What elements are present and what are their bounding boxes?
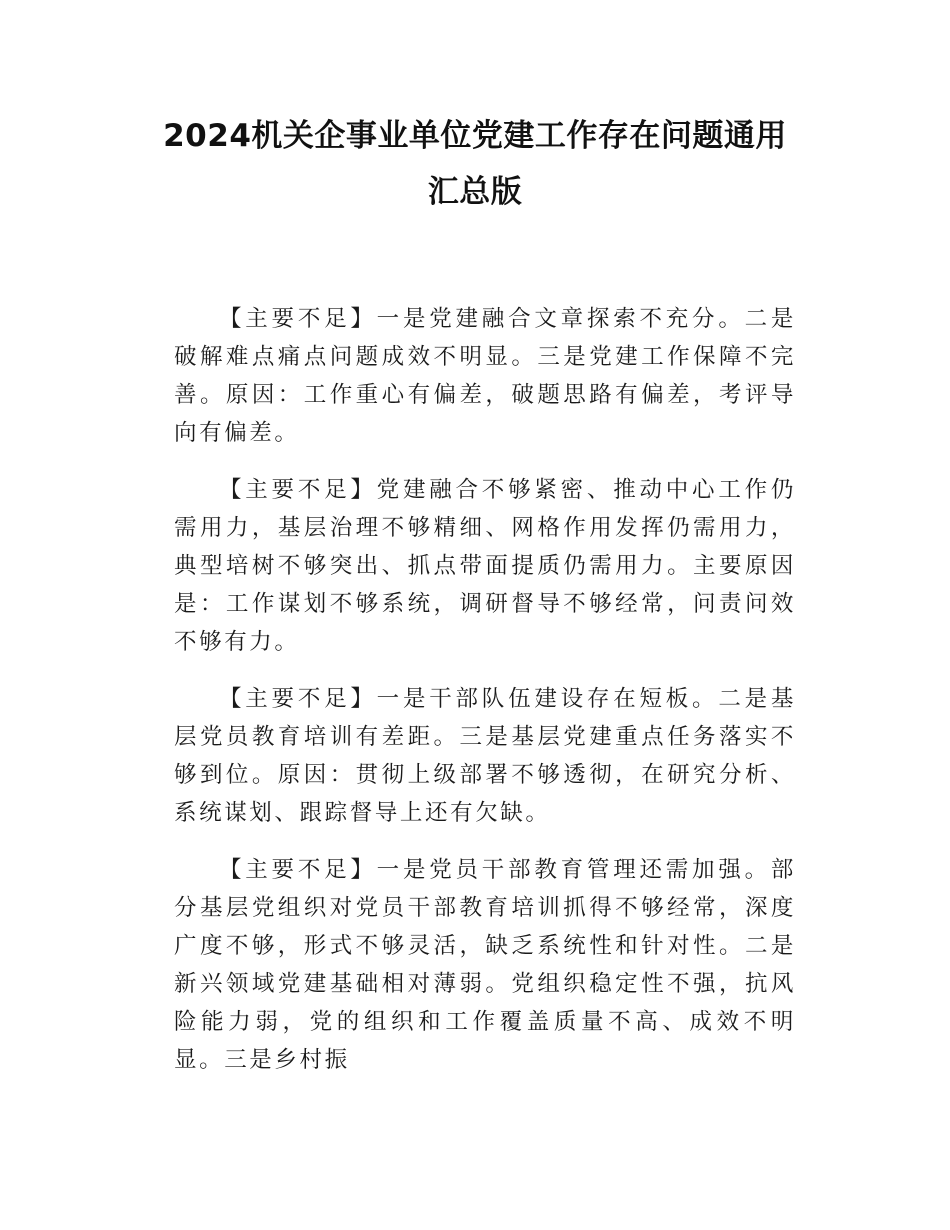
paragraph-3: 【主要不足】一是干部队伍建设存在短板。二是基层党员教育培训有差距。三是基层党建重点任务落实不够到位。原因：贯彻上级部署不够透彻，在研究分析、系统谋划、跟踪督导上还有欠缺。 bbox=[174, 686, 796, 826]
document-title bbox=[100, 108, 850, 220]
paragraph-2: 【主要不足】党建融合不够紧密、推动中心工作仍需用力，基层治理不够精细、网格作用发挥仍需用力，典型培树不够突出、抓点带面提质仍需用力。主要原因是：工作谋划不够系统，调研督导不够经常，问责问效不够有力。 bbox=[174, 477, 796, 655]
paragraph-4: 【主要不足】一是党员干部教育管理还需加强。部分基层党组织对党员干部教育培训抓得不够经常，深度广度不够，形式不够灵活，缺乏系统性和针对性。二是新兴领域党建基础相对薄弱。党组织稳定性不强，抗风险能力弱，党的组织和工作覆盖质量不高、成效不明显。三是乡村振 bbox=[174, 857, 796, 1073]
document-body bbox=[174, 300, 796, 1098]
title-line-1: 2024机关企事业单位党建工作存在问题通用 bbox=[163, 118, 787, 154]
title-line-2: 汇总版 bbox=[427, 174, 523, 210]
paragraph-1: 【主要不足】一是党建融合文章探索不充分。二是破解难点痛点问题成效不明显。三是党建工作保障不完善。原因：工作重心有偏差，破题思路有偏差，考评导向有偏差。 bbox=[174, 306, 796, 446]
